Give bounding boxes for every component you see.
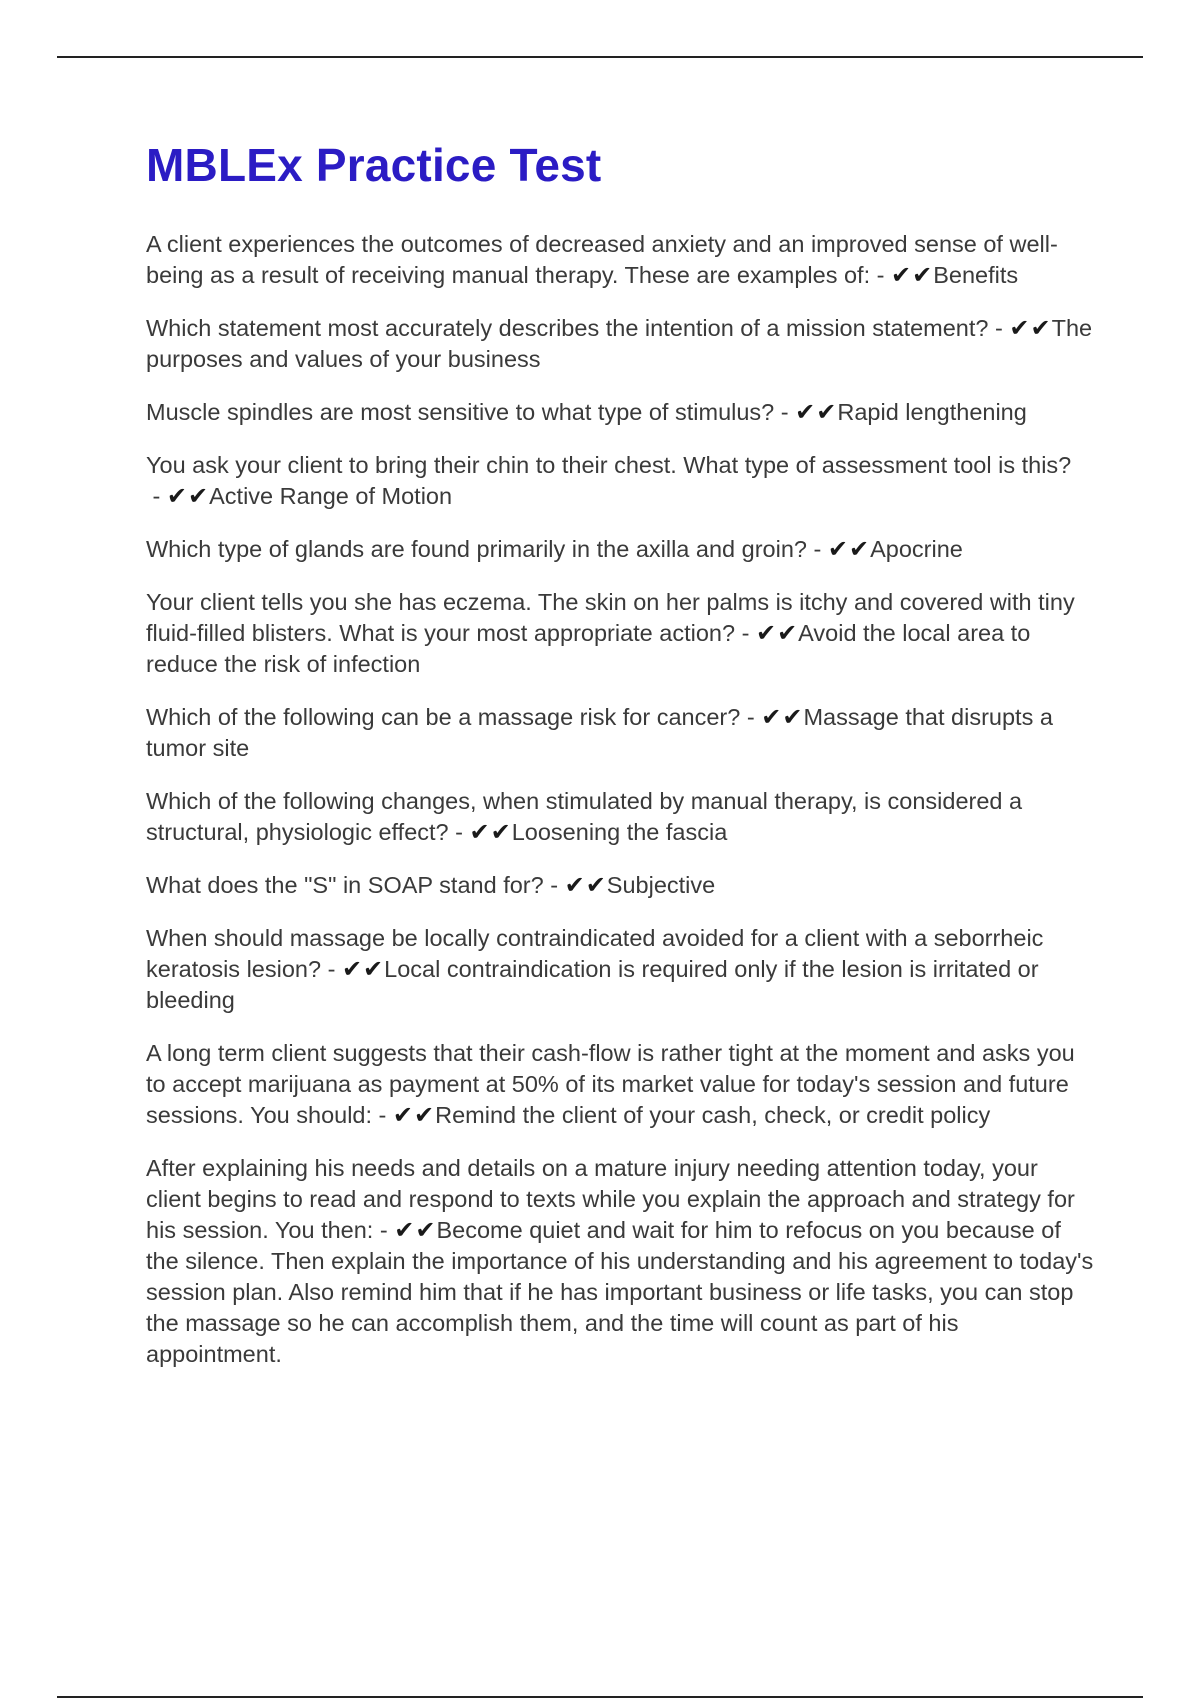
separator: - [870, 261, 892, 288]
answer-text: The purposes and values of your business [146, 314, 1093, 372]
answer-text: Benefits [933, 261, 1019, 288]
answer-text: Become quiet and wait for him to refocus on you because of the silence. Then explain the importance of his understanding and his agreement to today's session plan. Also remind him that if he has important business or life tasks, you can stop the massage so he can accomplish them, and the time will count as part of his appointment. [146, 1216, 1094, 1367]
separator: - [988, 314, 1010, 341]
double-check-icon: ✔✔ [1009, 314, 1052, 342]
double-check-icon: ✔✔ [795, 398, 838, 426]
question-text: When should massage be locally contraindicated avoided for a client with a seborrheic keratosis lesion? [146, 924, 1044, 982]
answer-text: Rapid lengthening [837, 398, 1027, 425]
double-check-icon: ✔✔ [564, 871, 607, 899]
answer-text: Apocrine [870, 535, 963, 562]
double-check-icon: ✔✔ [392, 1101, 436, 1129]
double-check-icon: ✔✔ [827, 535, 871, 563]
qa-item [146, 702, 1096, 764]
answer-text: Loosening the fascia [511, 818, 728, 845]
double-check-icon: ✔✔ [166, 482, 210, 510]
question-text: Which type of glands are found primarily in the axilla and groin? [146, 535, 807, 562]
separator: - [740, 703, 762, 730]
answer-text: Active Range of Motion [209, 482, 453, 509]
answer-text: Remind the client of your cash, check, or credit policy [435, 1101, 991, 1128]
double-check-icon: ✔✔ [755, 619, 799, 647]
answer-text: Massage that disrupts a tumor site [146, 703, 1053, 761]
question-text: What does the "S" in SOAP stand for? [146, 871, 544, 898]
separator: - [448, 818, 470, 845]
qa-item [146, 313, 1096, 375]
double-check-icon: ✔✔ [394, 1216, 437, 1244]
question-text: You ask your client to bring their chin to their chest. What type of assessment tool is this? [146, 451, 1072, 478]
top-divider [57, 56, 1143, 58]
answer-text: Avoid the local area to reduce the risk of infection [146, 619, 1031, 677]
double-check-icon: ✔✔ [891, 261, 934, 289]
qa-item [146, 1153, 1096, 1370]
double-check-icon: ✔✔ [341, 955, 385, 983]
question-text: Which statement most accurately describes the intention of a mission statement? [146, 314, 989, 341]
qa-item [146, 397, 1096, 428]
qa-item [146, 1038, 1096, 1131]
separator: - [372, 1101, 393, 1128]
answer-text: Subjective [606, 871, 716, 898]
separator: - [543, 871, 565, 898]
qa-item [146, 534, 1096, 565]
separator: - [321, 955, 342, 982]
separator: - [735, 619, 756, 646]
qa-item [146, 923, 1096, 1016]
qa-item [146, 229, 1096, 291]
question-text: Which of the following can be a massage risk for cancer? [146, 703, 741, 730]
question-text: Which of the following changes, when stimulated by manual therapy, is considered a structural, physiologic effect? [146, 787, 1023, 845]
question-text: Muscle spindles are most sensitive to what type of stimulus? [146, 398, 775, 425]
double-check-icon: ✔✔ [469, 818, 512, 846]
question-text: A client experiences the outcomes of decreased anxiety and an improved sense of well-being as a result of receiving manual therapy. These are examples of: [146, 230, 1058, 288]
answer-text: Local contraindication is required only if the lesion is irritated or bleeding [146, 955, 1039, 1013]
question-text: Your client tells you she has eczema. The skin on her palms is itchy and covered with tiny fluid-filled blisters. What is your most appropriate action? [146, 588, 1075, 646]
separator: - [146, 482, 167, 509]
separator: - [774, 398, 796, 425]
question-text: A long term client suggests that their cash-flow is rather tight at the moment and asks you to accept marijuana as payment at 50% of its market value for today's session and future sessions. You should: [146, 1039, 1075, 1128]
qa-item [146, 450, 1096, 512]
double-check-icon: ✔✔ [761, 703, 804, 731]
page-title: MBLEx Practice Test [146, 139, 602, 191]
qa-item [146, 786, 1096, 848]
qa-item [146, 587, 1096, 680]
separator: - [373, 1216, 395, 1243]
question-text: After explaining his needs and details on a mature injury needing attention today, your client begins to read and respond to texts while you explain the approach and strategy for his session. You then: [146, 1154, 1075, 1243]
qa-item [146, 870, 1096, 901]
separator: - [806, 535, 828, 562]
bottom-divider [57, 1696, 1143, 1698]
document-body [146, 140, 1096, 1392]
